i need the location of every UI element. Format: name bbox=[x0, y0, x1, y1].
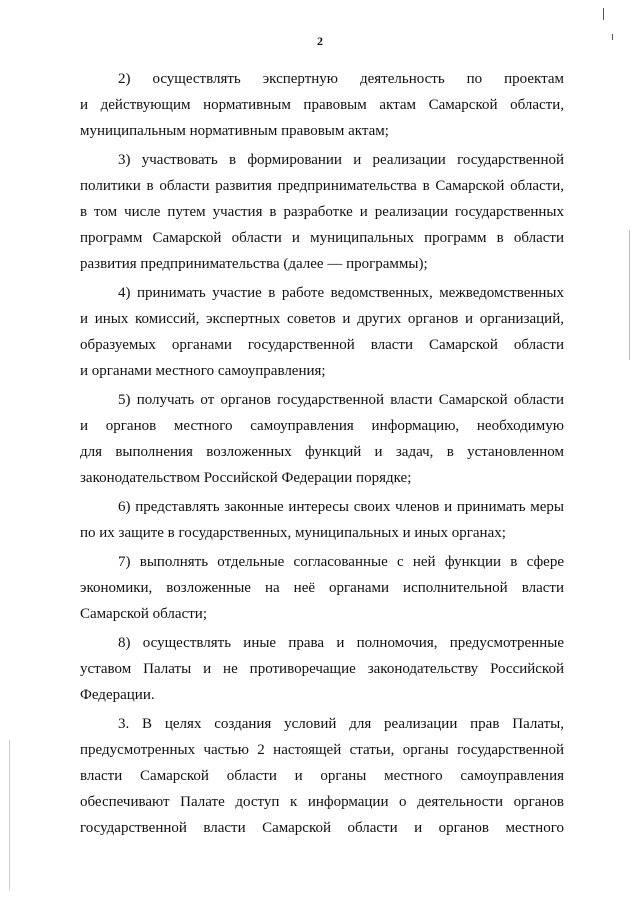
text-line: предусмотренных частью 2 настоящей статьи, органы государственной bbox=[80, 742, 564, 758]
text-line: для выполнения возложенных функций и задач, в установленном bbox=[80, 444, 564, 460]
text-line: 7) выполнять отдельные согласованные с ней функции в сфере bbox=[118, 554, 564, 570]
text-line: Федерации. bbox=[80, 687, 155, 703]
text-line: 4) принимать участие в работе ведомственных, межведомственных bbox=[118, 285, 564, 301]
scan-artifact bbox=[612, 34, 613, 40]
text-line: и органов местного самоуправления информацию, необходимую bbox=[80, 418, 564, 434]
text-line: политики в области развития предпринимательства в Самарской области, bbox=[80, 178, 564, 194]
text-line: и иных комиссий, экспертных советов и других органов и организаций, bbox=[80, 311, 564, 327]
paragraph bbox=[80, 711, 564, 841]
paragraph bbox=[80, 387, 564, 491]
paragraph bbox=[80, 549, 564, 627]
text-line: 8) осуществлять иные права и полномочия, предусмотренные bbox=[118, 635, 564, 651]
document-body bbox=[80, 66, 564, 841]
page-number: 2 bbox=[317, 34, 323, 48]
scan-artifact bbox=[603, 8, 604, 20]
paragraph bbox=[80, 66, 564, 144]
scan-artifact bbox=[629, 230, 630, 360]
scan-artifact bbox=[9, 740, 10, 890]
paragraph bbox=[80, 147, 564, 277]
paragraph bbox=[80, 630, 564, 708]
text-line: в том числе путем участия в разработке и реализации государственных bbox=[80, 204, 564, 220]
text-line: 6) представлять законные интересы своих членов и принимать меры bbox=[118, 499, 564, 515]
text-line: законодательством Российской Федерации порядке; bbox=[80, 470, 412, 486]
text-line: государственной власти Самарской области и органов местного bbox=[80, 820, 564, 836]
text-line: 2) осуществлять экспертную деятельность по проектам bbox=[118, 71, 564, 87]
text-line: 3. В целях создания условий для реализации прав Палаты, bbox=[118, 716, 564, 732]
text-line: программ Самарской области и муниципальных программ в области bbox=[80, 230, 564, 246]
paragraph bbox=[80, 280, 564, 384]
text-line: развития предпринимательства (далее — программы); bbox=[80, 256, 428, 272]
text-line: власти Самарской области и органы местного самоуправления bbox=[80, 768, 564, 784]
text-line: и органами местного самоуправления; bbox=[80, 363, 326, 379]
text-line: 5) получать от органов государственной власти Самарской области bbox=[118, 392, 564, 408]
text-line: муниципальным нормативным правовым актам; bbox=[80, 123, 389, 139]
text-line: уставом Палаты и не противоречащие законодательству Российской bbox=[80, 661, 564, 677]
text-line: 3) участвовать в формировании и реализации государственной bbox=[118, 152, 564, 168]
text-line: Самарской области; bbox=[80, 606, 207, 622]
text-line: по их защите в государственных, муниципальных и иных органах; bbox=[80, 525, 506, 541]
text-line: обеспечивают Палате доступ к информации о деятельности органов bbox=[80, 794, 564, 810]
paragraph bbox=[80, 494, 564, 546]
text-line: и действующим нормативным правовым актам Самарской области, bbox=[80, 97, 564, 113]
text-line: экономики, возложенные на неё органами исполнительной власти bbox=[80, 580, 564, 596]
text-line: образуемых органами государственной власти Самарской области bbox=[80, 337, 564, 353]
